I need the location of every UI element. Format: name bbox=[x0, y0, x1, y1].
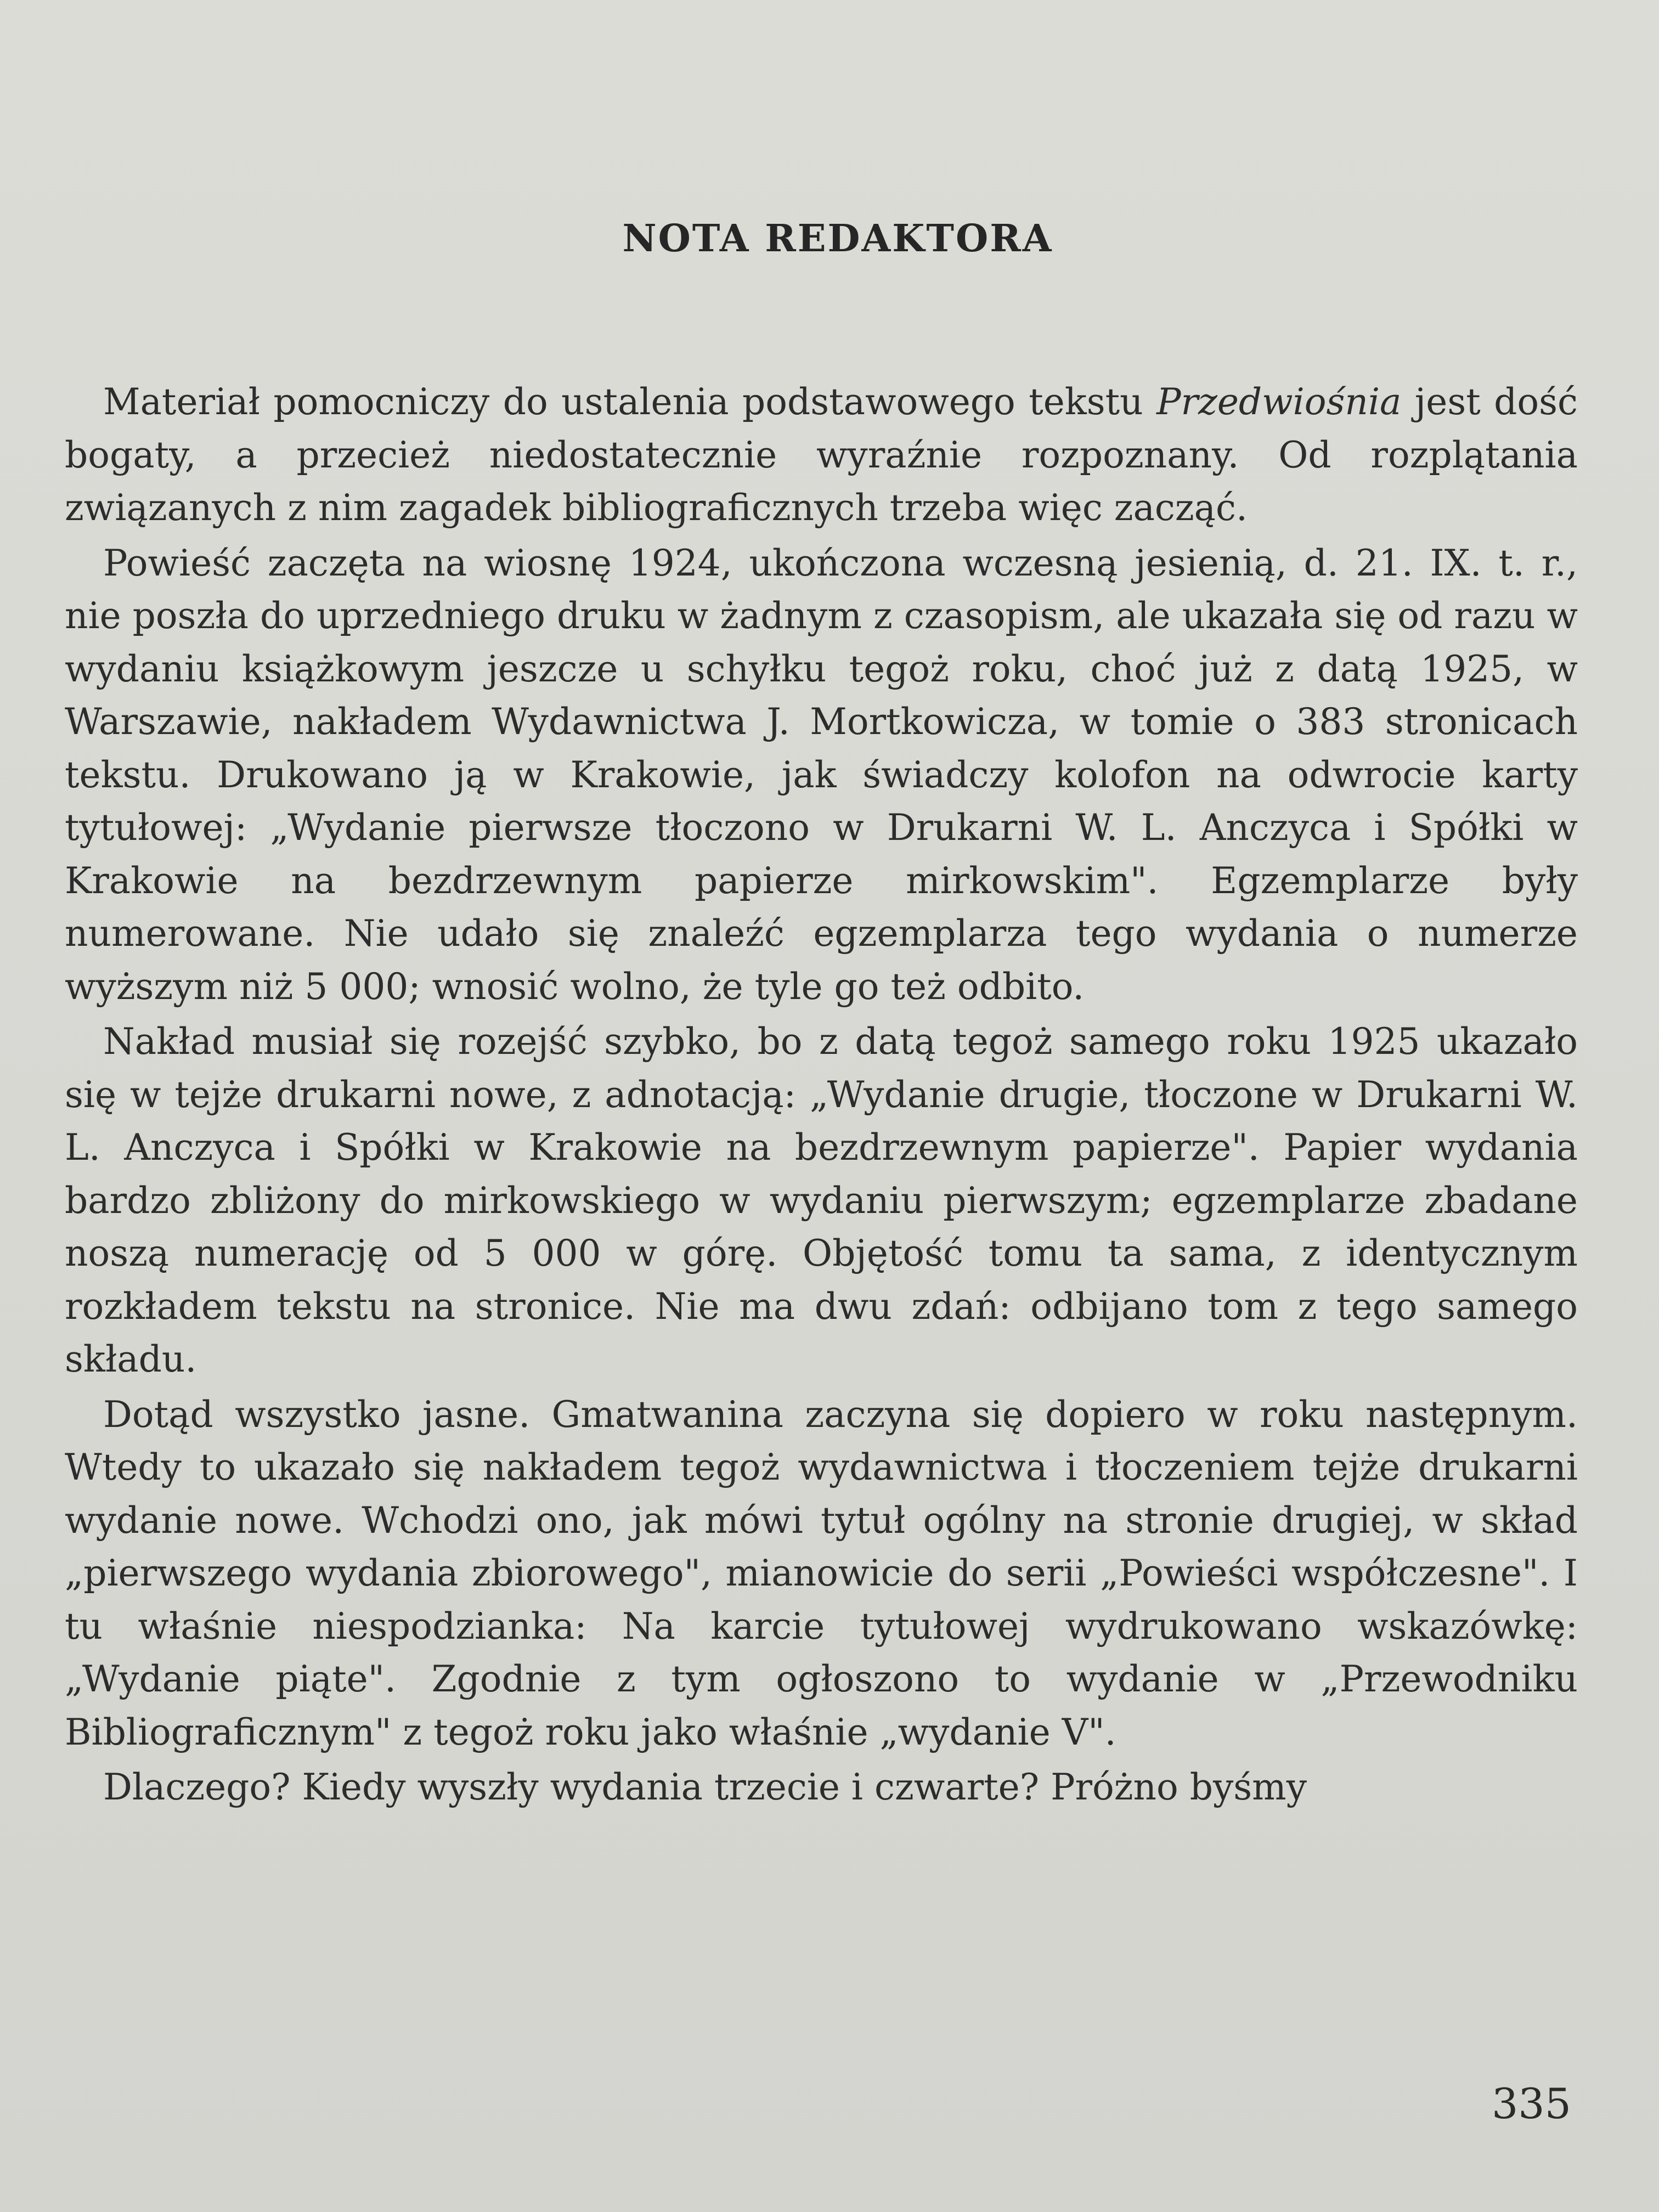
paragraph-3: Nakład musiał się rozejść szybko, bo z datą tegoż samego roku 1925 ukazało się w tejże drukarni nowe, z adnotacją: „Wydanie drugie, tłoczone w Drukarni W. L. Anczyca i Spółki w Krakowie na bezdrzewnym papierze". Papier wydania bardzo zbliżony do mirkowskiego w wydaniu pierwszym; egzemplarze zbadane noszą numerację od 5 000 w górę. Objętość tomu ta sama, z identycznym rozkładem tekstu na stronice. Nie ma dwu zdań: odbijano tom z tego samego składu. bbox=[65, 1020, 1578, 1380]
paragraph-1-start: Materiał pomocniczy do ustalenia podstawowego tekstu bbox=[103, 381, 1157, 423]
book-title-italic: Przedwiośnia bbox=[1156, 381, 1402, 423]
paragraph-5: Dlaczego? Kiedy wyszły wydania trzecie i czwarte? Próżno byśmy bbox=[103, 1766, 1307, 1808]
body-text bbox=[65, 376, 1578, 1814]
paragraph-4: Dotąd wszystko jasne. Gmatwanina zaczyna się dopiero w roku następnym. Wtedy to ukazało się nakładem tegoż wydawnictwa i tłoczeniem tejże drukarni wydanie nowe. Wchodzi ono, jak mówi tytuł ogólny na stronie drugiej, w skład „pierwszego wydania zbiorowego", mianowicie do serii „Powieści współczesne". I tu właśnie niespodzianka: Na karcie tytułowej wydrukowano wskazówkę: „Wydanie piąte". Zgodnie z tym ogłoszono to wydanie w „Przewodniku Bibliograficznym" z tegoż roku jako właśnie „wydanie V". bbox=[65, 1393, 1578, 1753]
paragraph-1-end: jest dość bogaty, a przecież niedostatecznie wyraźnie rozpoznany. Od rozplątania związanych z nim zagadek bibliograficznych trzeba więc zacząć. bbox=[65, 381, 1578, 529]
page-heading: NOTA REDAKTORA bbox=[622, 217, 1053, 261]
paragraph-1 bbox=[65, 376, 1578, 535]
page-number: 335 bbox=[1491, 2079, 1571, 2128]
paragraph-2: Powieść zaczęta na wiosnę 1924, ukończona wczesną jesienią, d. 21. IX. t. r., nie poszła do uprzedniego druku w żadnym z czasopism, ale ukazała się od razu w wydaniu książkowym jeszcze u schyłku tegoż roku, choć już z datą 1925, w Warszawie, nakładem Wydawnictwa J. Mortkowicza, w tomie o 383 stronicach tekstu. Drukowano ją w Krakowie, jak świadczy kolofon na odwrocie karty tytułowej: „Wydanie pierwsze tłoczono w Drukarni W. L. Anczyca i Spółki w Krakowie na bezdrzewnym papierze mirkowskim". Egzemplarze były numerowane. Nie udało się znaleźć egzemplarza tego wydania o numerze wyższym niż 5 000; wnosić wolno, że tyle go też odbito. bbox=[65, 541, 1578, 1008]
